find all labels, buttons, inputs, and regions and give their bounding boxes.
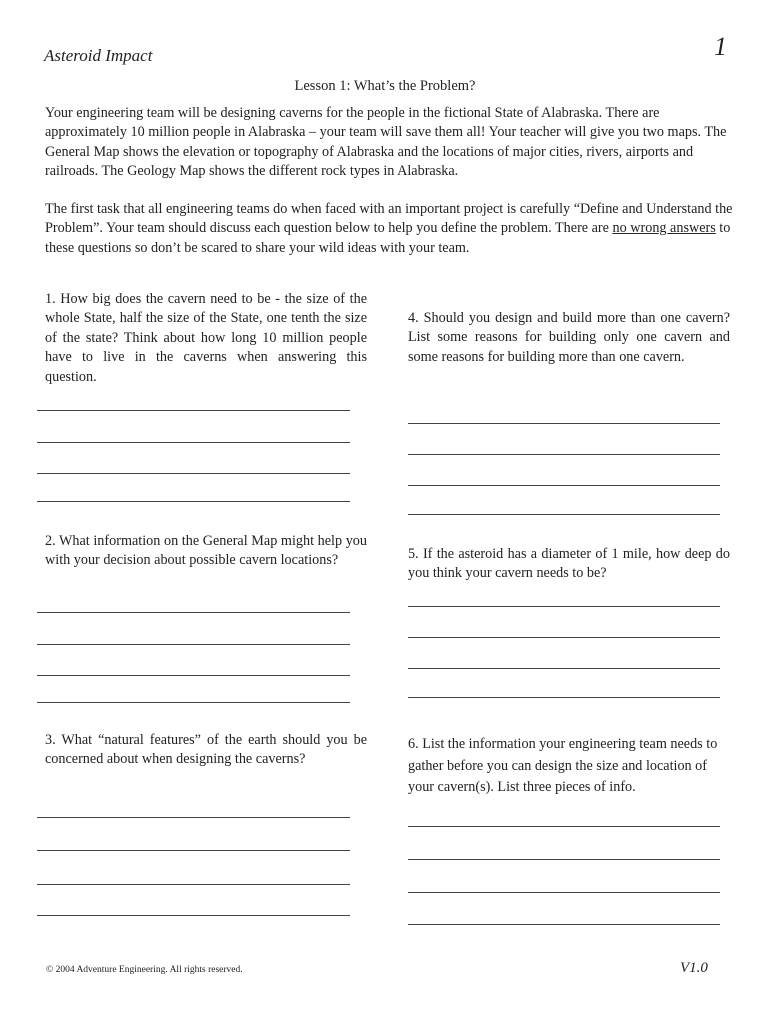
answer-line-q2-3[interactable] bbox=[37, 675, 350, 676]
answer-line-q4-2[interactable] bbox=[408, 454, 720, 455]
answer-line-q4-4[interactable] bbox=[408, 514, 720, 515]
answer-line-q1-2[interactable] bbox=[37, 442, 350, 443]
intro-paragraph-2 bbox=[45, 200, 735, 258]
page-number: 1 bbox=[714, 32, 727, 61]
question-6: 6. List the information your engineering team needs to gather before you can design the size and location of your cavern(s). List three pieces of info. bbox=[408, 736, 718, 795]
lesson-title: Lesson 1: What’s the Problem? bbox=[294, 78, 476, 94]
answer-line-q6-1[interactable] bbox=[408, 826, 720, 827]
answer-line-q4-1[interactable] bbox=[408, 423, 720, 424]
answer-line-q1-3[interactable] bbox=[37, 473, 350, 474]
answer-line-q2-1[interactable] bbox=[37, 612, 350, 613]
question-5: 5. If the asteroid has a diameter of 1 mile, how deep do you think your cavern needs to be? bbox=[408, 546, 730, 582]
question-2: 2. What information on the General Map might help you with your decision about possible cavern locations? bbox=[45, 533, 367, 569]
answer-line-q6-3[interactable] bbox=[408, 892, 720, 893]
answer-line-q5-2[interactable] bbox=[408, 637, 720, 638]
answer-line-q5-3[interactable] bbox=[408, 668, 720, 669]
copyright-footer: © 2004 Adventure Engineering. All rights reserved. bbox=[46, 965, 243, 975]
document-header-title: Asteroid Impact bbox=[44, 46, 153, 65]
answer-line-q5-4[interactable] bbox=[408, 697, 720, 698]
answer-line-q3-4[interactable] bbox=[37, 915, 350, 916]
question-3: 3. What “natural features” of the earth should you be concerned about when designing the caverns? bbox=[45, 732, 367, 768]
answer-line-q4-3[interactable] bbox=[408, 485, 720, 486]
question-1: 1. How big does the cavern need to be - the size of the whole State, half the size of the State, one tenth the size of the state? Think about how long 10 million people have to live in the caverns when answering this question. bbox=[45, 291, 367, 385]
answer-line-q6-4[interactable] bbox=[408, 924, 720, 925]
answer-line-q6-2[interactable] bbox=[408, 859, 720, 860]
answer-line-q1-1[interactable] bbox=[37, 410, 350, 411]
intro-paragraph-2-text-b: to these questions so don’t be scared to share your wild ideas with your team. bbox=[45, 220, 731, 256]
version-label: V1.0 bbox=[680, 960, 708, 976]
answer-line-q2-4[interactable] bbox=[37, 702, 350, 703]
intro-paragraph-2-text-a: The first task that all engineering teams do when faced with an important project is carefully “Define and Understand the Problem”. Your team should discuss each question below to help you define the problem. There are bbox=[45, 201, 733, 237]
intro-paragraph-1: Your engineering team will be designing caverns for the people in the fictional State of Alabraska. There are approximately 10 million people in Alabraska – your team will save them all! Your teacher will give you two maps. The General Map shows the elevation or topography of Alabraska and the locations of major cities, rivers, airports and railroads. The Geology Map shows the different rock types in Alabraska. bbox=[45, 105, 727, 180]
no-wrong-answers-emphasis: no wrong answers bbox=[612, 220, 716, 237]
answer-line-q5-1[interactable] bbox=[408, 606, 720, 607]
question-4: 4. Should you design and build more than one cavern? List some reasons for building only one cavern and some reasons for building more than one cavern. bbox=[408, 310, 730, 365]
answer-line-q3-1[interactable] bbox=[37, 817, 350, 818]
answer-line-q1-4[interactable] bbox=[37, 501, 350, 502]
answer-line-q2-2[interactable] bbox=[37, 644, 350, 645]
answer-line-q3-2[interactable] bbox=[37, 850, 350, 851]
answer-line-q3-3[interactable] bbox=[37, 884, 350, 885]
